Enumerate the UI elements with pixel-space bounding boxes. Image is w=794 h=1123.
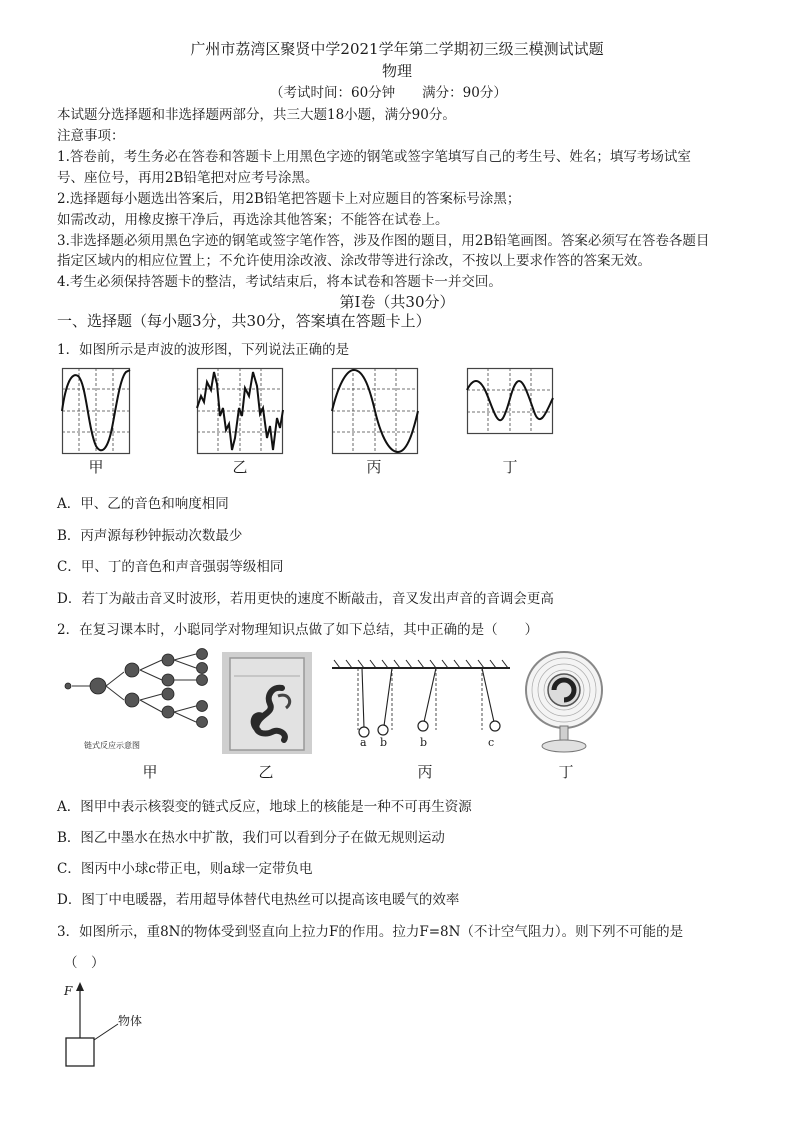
q2-caption-bing: 丙 (417, 763, 433, 781)
q2-option-a: A．图甲中表示核裂变的链式反应，地球上的核能是一种不可再生资源 (57, 799, 472, 815)
force-diagram (60, 982, 160, 1072)
q1-stem: 1．如图所示是声波的波形图，下列说法正确的是 (57, 342, 350, 358)
exam-info: （考试时间：60分钟 满分：90分） (270, 85, 507, 101)
subject-title: 物理 (381, 62, 412, 80)
q3-stem: 3．如图所示，重8N的物体受到竖直向上拉力F的作用。拉力F=8N（不计空气阻力）。则下列不可能的是 (57, 924, 684, 940)
note-line: 号、座位号，再用2B铅笔把对应考号涂黑。 (57, 170, 319, 186)
exam-title: 广州市荔湾区聚贤中学2021学年第二学期初三级三模测试试题 (190, 40, 604, 58)
q2-option-c: C．图丙中小球c带正电，则a球一定带负电 (57, 861, 313, 877)
intro-text: 本试题分选择题和非选择题两部分，共三大题18小题，满分90分。 (57, 107, 456, 123)
q1-option-b: B．丙声源每秒钟振动次数最少 (57, 528, 243, 544)
electric-heater-image (520, 650, 608, 755)
ball-label-b2: b (420, 736, 428, 749)
q1-option-d: D．若丁为敲击音叉时波形，若用更快的速度不断敲击，音叉发出声音的音调会更高 (57, 591, 554, 607)
chain-caption: 链式反应示意图 (84, 741, 140, 750)
q2-caption-yi: 乙 (258, 763, 274, 781)
ink-diffusion-beaker (222, 652, 312, 754)
q2-caption-jia: 甲 (142, 763, 158, 781)
q1-option-c: C．甲、丁的音色和声音强弱等级相同 (57, 559, 284, 575)
q3-paren: （ ） (64, 955, 105, 971)
ball-label-c: c (488, 736, 495, 749)
q1-caption-bing: 丙 (366, 458, 382, 476)
ball-label-a: a (360, 736, 367, 749)
note-line: 2.选择题每小题选出答案后，用2B铅笔把答题卡上对应题目的答案标号涂黑； (57, 191, 521, 207)
q1-option-a: A．甲、乙的音色和响度相同 (57, 496, 229, 512)
note-line: 指定区域内的相应位置上；不允许使用涂改液、涂改带等进行涂改，不按以上要求作答的答案无效。 (57, 253, 651, 269)
q2-caption-ding: 丁 (558, 763, 574, 781)
waveform-jia (62, 368, 130, 454)
section-title: 一、选择题（每小题3分，共30分，答案填在答题卡上） (57, 312, 431, 330)
notes-title: 注意事项： (57, 128, 125, 144)
waveform-bing (332, 368, 418, 454)
object-label: 物体 (118, 1014, 143, 1028)
q1-caption-yi: 乙 (232, 458, 248, 476)
q2-stem: 2．在复习课本时，小聪同学对物理知识点做了如下总结，其中正确的是（ ） (57, 622, 539, 638)
note-line: 如需改动，用橡皮擦干净后，再选涂其他答案；不能答在试卷上。 (57, 212, 449, 228)
note-line: 4.考生必须保持答题卡的整洁，考试结束后，将本试卷和答题卡一并交回。 (57, 274, 502, 290)
force-label: F (64, 984, 73, 998)
ball-label-b: b (380, 736, 388, 749)
waveform-yi (197, 368, 283, 454)
volume-title: 第Ⅰ卷（共30分） (339, 293, 455, 311)
q2-option-b: B．图乙中墨水在热水中扩散，我们可以看到分子在做无规则运动 (57, 830, 445, 846)
waveform-ding (467, 368, 553, 434)
note-line: 1.答卷前，考生务必在答卷和答题卡上用黑色字迹的钢笔或签字笔填写自己的考生号、姓名；填写考场试室 (57, 149, 691, 165)
q2-option-d: D．图丁中电暖器，若用超导体替代电热丝可以提高该电暖气的效率 (57, 892, 460, 908)
note-line: 3.非选择题必须用黑色字迹的钢笔或签字笔作答，涉及作图的题目，用2B铅笔画图。答案必须写在答卷各题目 (57, 233, 710, 249)
q1-caption-jia: 甲 (88, 458, 104, 476)
q1-caption-ding: 丁 (502, 458, 518, 476)
